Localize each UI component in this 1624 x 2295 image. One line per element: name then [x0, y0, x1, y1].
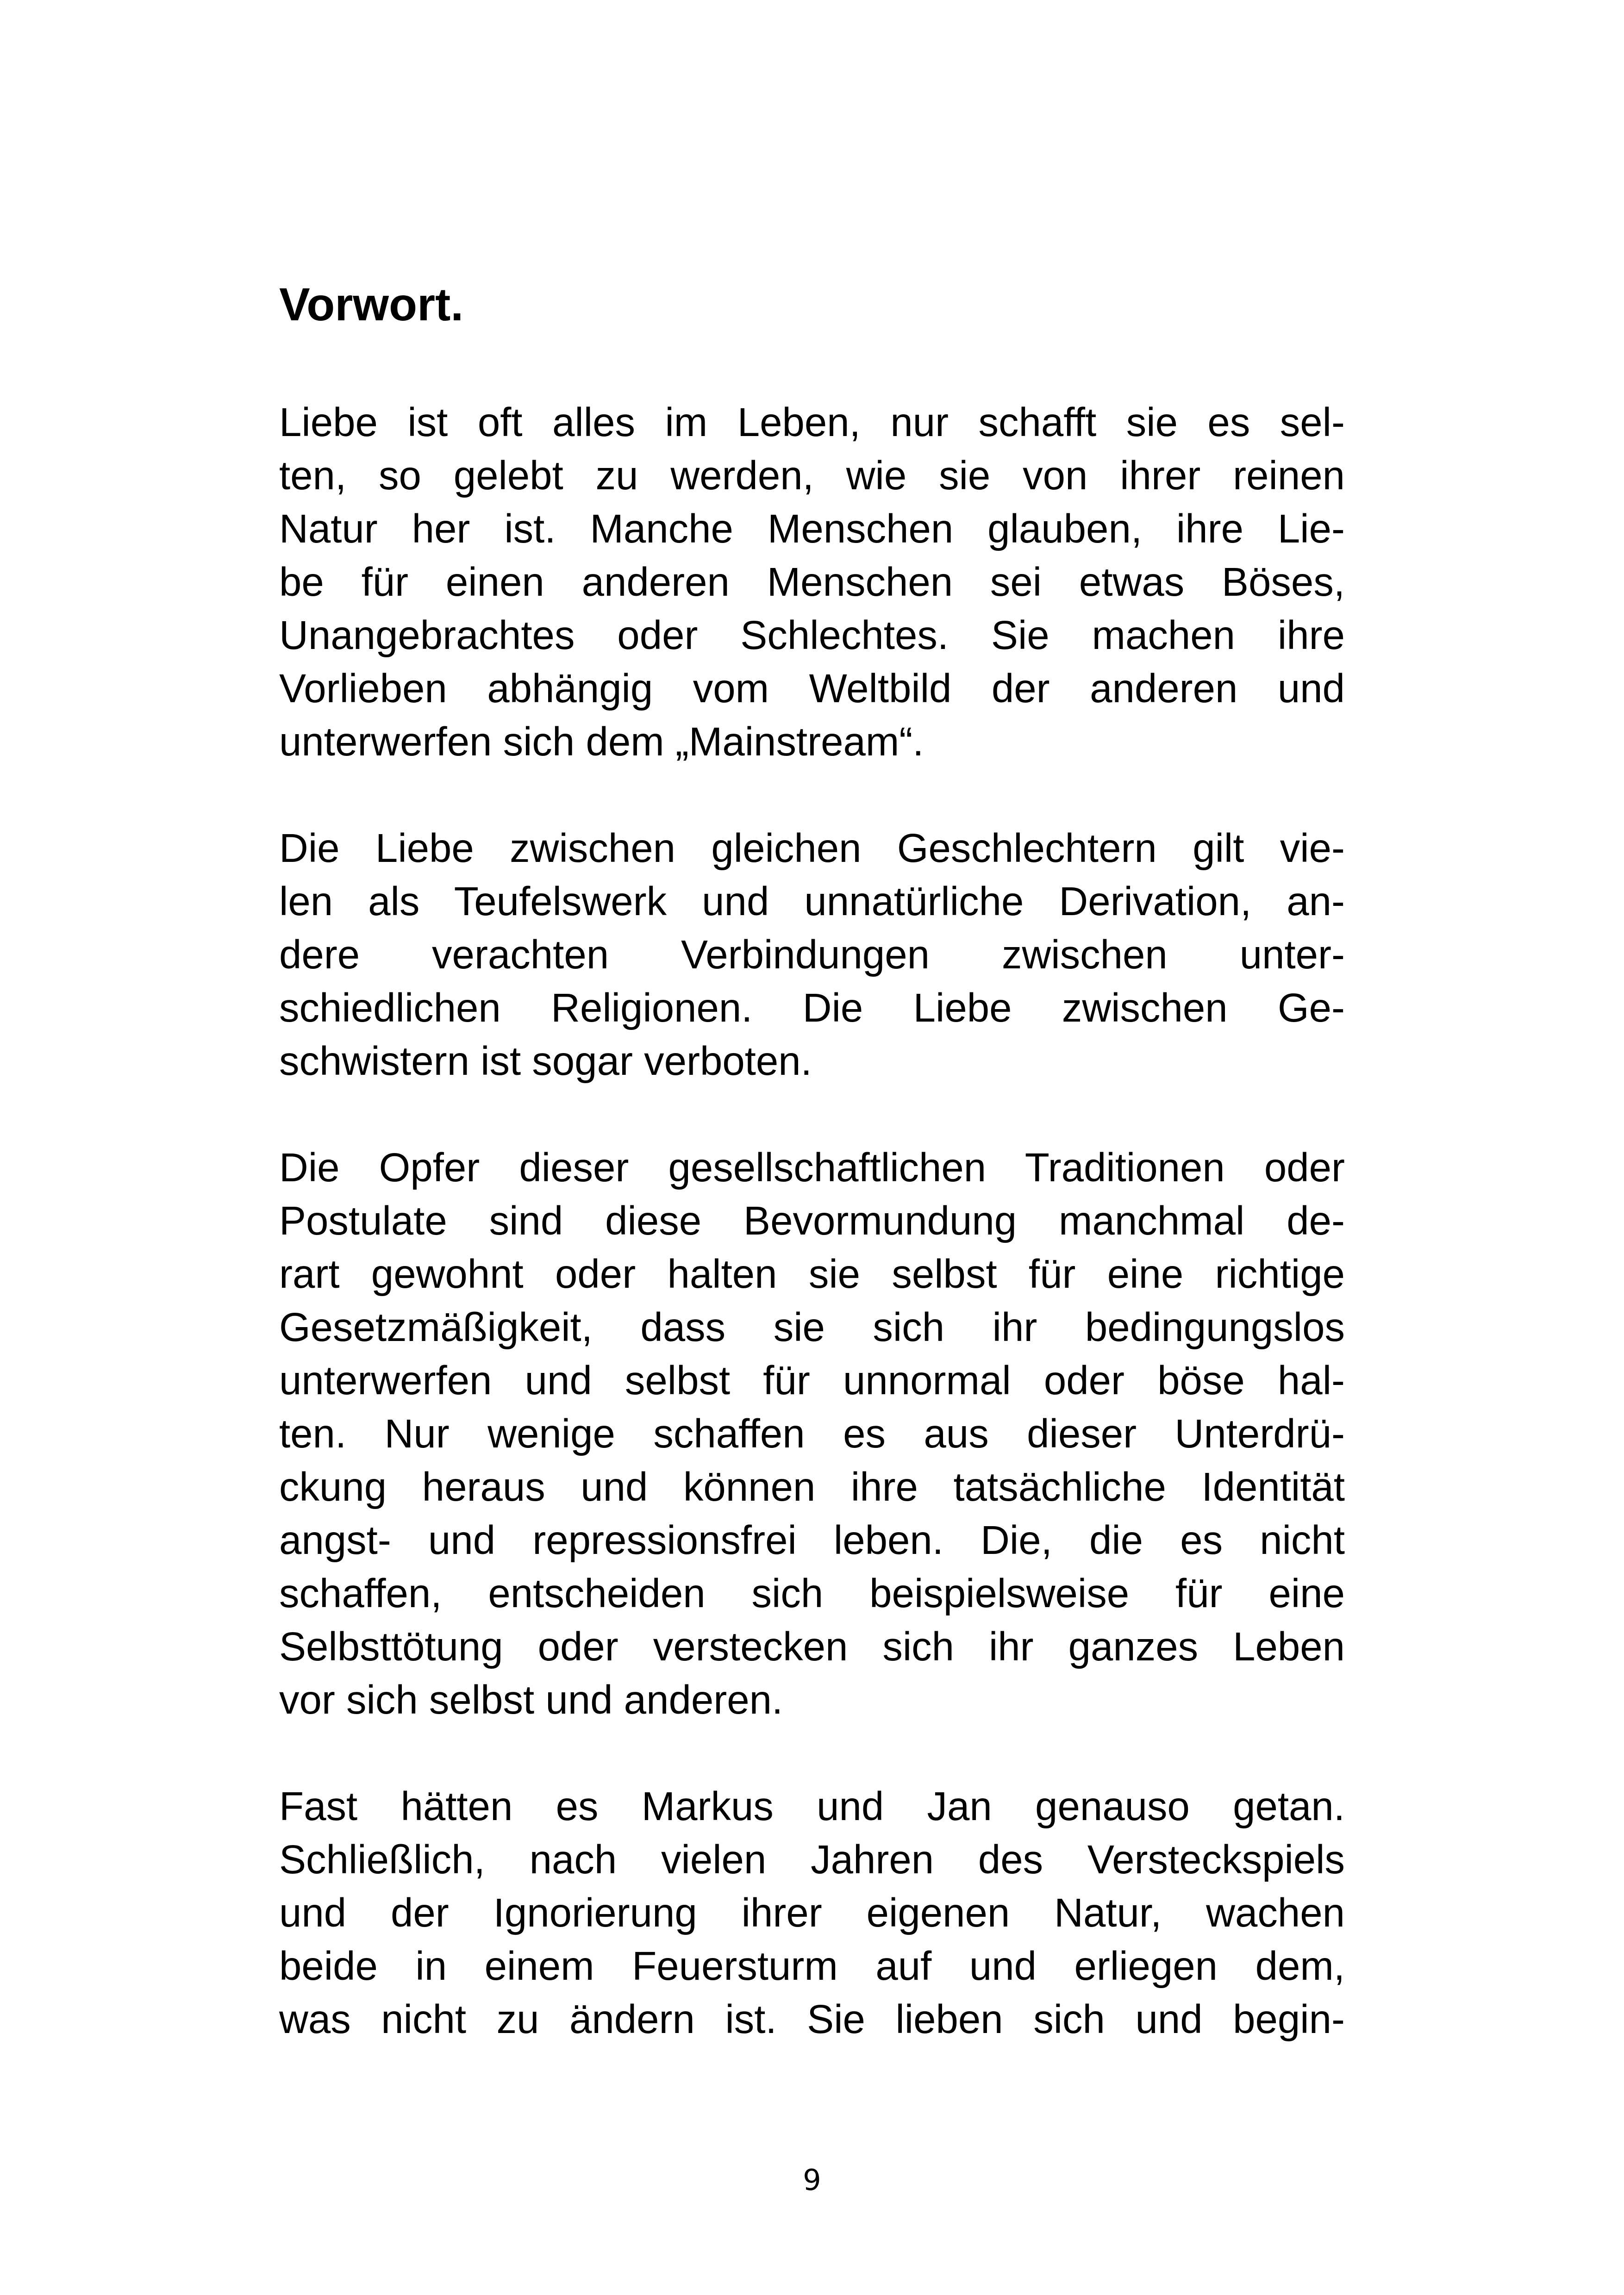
text-line: rart gewohnt oder halten sie selbst für eine richtige — [279, 1252, 1345, 1297]
text-line: schiedlichen Religionen. Die Liebe zwischen Ge- — [279, 985, 1345, 1030]
text-line: Selbsttötung oder verstecken sich ihr ganzes Leben — [279, 1624, 1345, 1669]
text-line: Fast hätten es Markus und Jan genauso getan. — [279, 1784, 1345, 1829]
text-line: unterwerfen und selbst für unnormal oder böse hal- — [279, 1358, 1345, 1403]
text-line: Die Opfer dieser gesellschaftlichen Traditionen oder — [279, 1145, 1345, 1190]
text-line: angst- und repressionsfrei leben. Die, die es nicht — [279, 1518, 1345, 1563]
paragraph-4 — [279, 1780, 1345, 2046]
text-line: vor sich selbst und anderen. — [279, 1678, 783, 1722]
text-line: ckung heraus und können ihre tatsächliche Identität — [279, 1465, 1345, 1509]
text-line: und der Ignorierung ihrer eigenen Natur, wachen — [279, 1890, 1345, 1935]
paragraph-3 — [279, 1141, 1345, 1727]
text-line: Vorlieben abhängig vom Weltbild der anderen und — [279, 666, 1345, 711]
text-line: len als Teufelswerk und unnatürliche Derivation, an- — [279, 879, 1345, 924]
text-line: unterwerfen sich dem „Mainstream“. — [279, 719, 924, 764]
text-line: ten, so gelebt zu werden, wie sie von ihrer reinen — [279, 453, 1345, 498]
text-line: schaffen, entscheiden sich beispielsweise für eine — [279, 1571, 1345, 1616]
paragraph-2 — [279, 822, 1345, 1088]
text-line: Schließlich, nach vielen Jahren des Versteckspiels — [279, 1837, 1345, 1882]
text-line: Unangebrachtes oder Schlechtes. Sie machen ihre — [279, 613, 1345, 658]
text-line: Die Liebe zwischen gleichen Geschlechtern gilt vie- — [279, 826, 1345, 871]
paragraph-1 — [279, 396, 1345, 768]
page-number: 9 — [803, 2163, 821, 2197]
text-line: Natur her ist. Manche Menschen glauben, ihre Lie- — [279, 506, 1345, 551]
page-title: Vorwort. — [279, 279, 464, 331]
text-line: beide in einem Feuersturm auf und erliegen dem, — [279, 1944, 1345, 1989]
text-line: be für einen anderen Menschen sei etwas Böses, — [279, 560, 1345, 605]
text-line: Liebe ist oft alles im Leben, nur schafft sie es sel- — [279, 400, 1345, 445]
body-text — [279, 396, 1345, 2099]
text-line: was nicht zu ändern ist. Sie lieben sich und begin- — [279, 1997, 1345, 2042]
text-line: dere verachten Verbindungen zwischen unter- — [279, 932, 1345, 977]
text-line: Postulate sind diese Bevormundung manchmal de- — [279, 1198, 1345, 1243]
text-line: ten. Nur wenige schaffen es aus dieser Unterdrü- — [279, 1411, 1345, 1456]
text-line: schwistern ist sogar verboten. — [279, 1039, 812, 1084]
text-line: Gesetzmäßigkeit, dass sie sich ihr bedingungslos — [279, 1305, 1345, 1350]
